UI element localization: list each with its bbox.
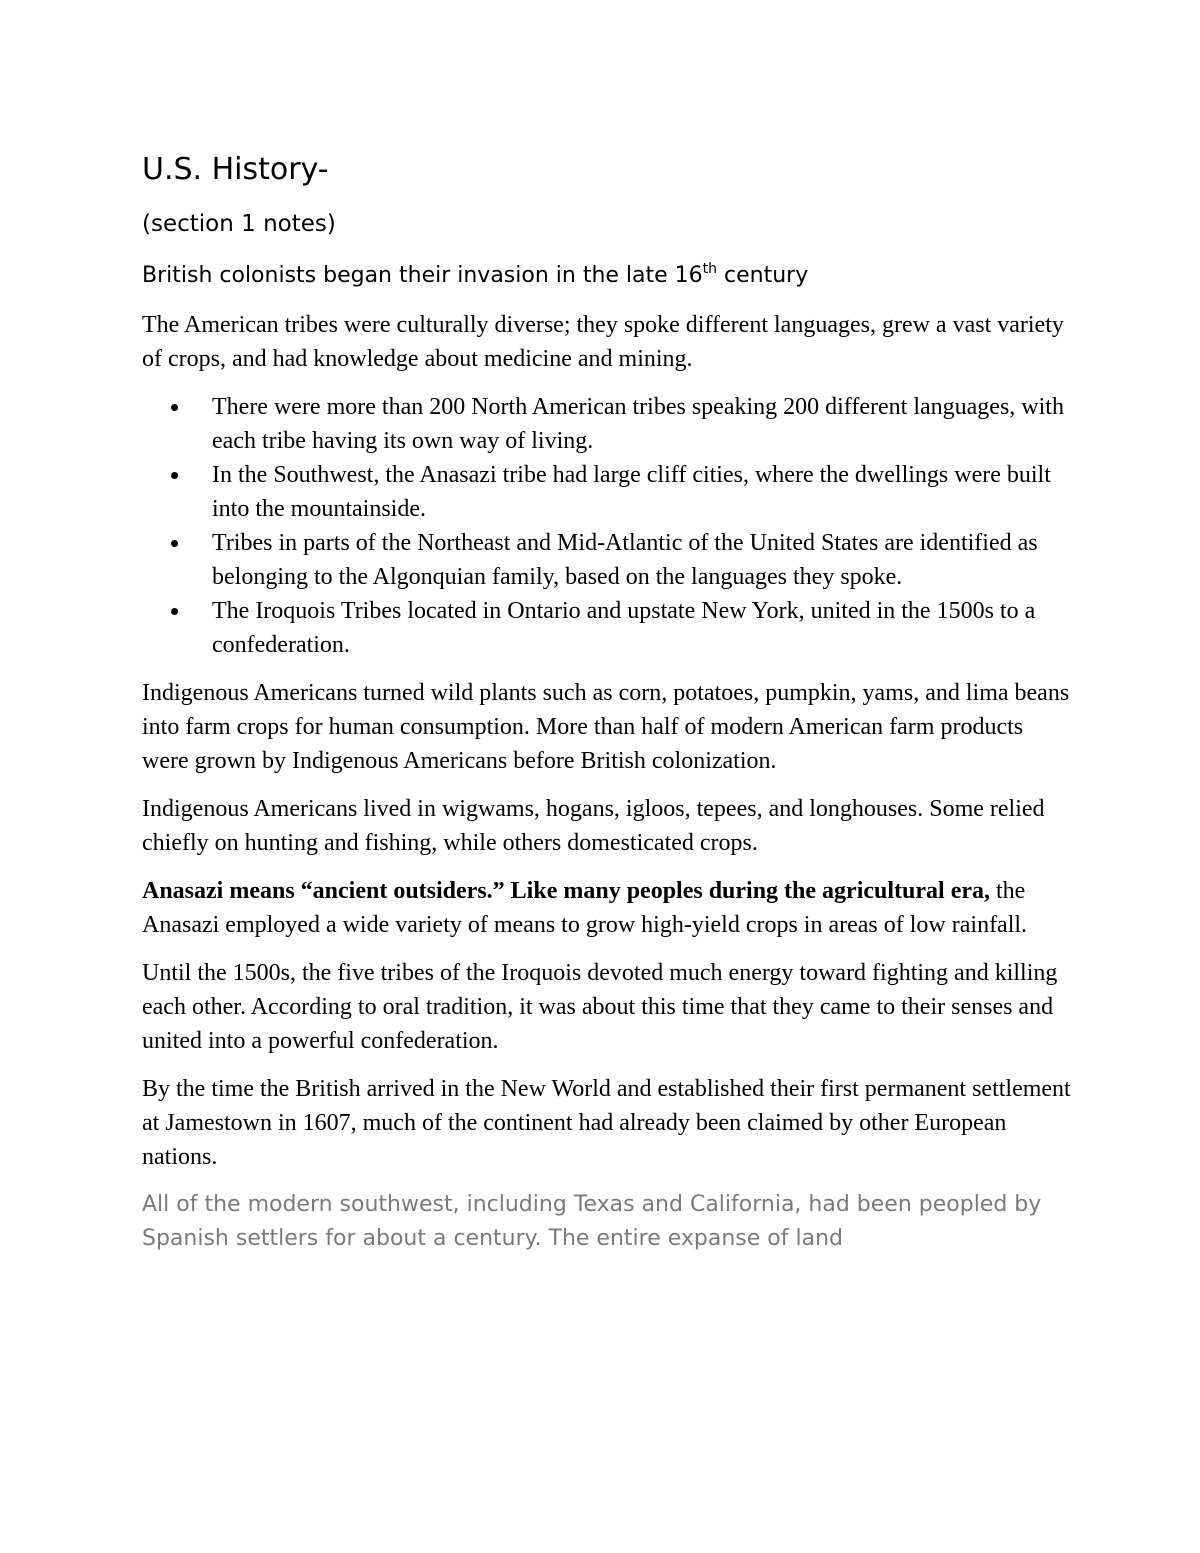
bullet-icon — [171, 404, 178, 411]
list-item — [212, 526, 1072, 594]
list-item — [212, 458, 1072, 526]
tribes-bullet-list — [142, 390, 1072, 662]
crops-paragraph: Indigenous Americans turned wild plants such as corn, potatoes, pumpkin, yams, and lima beans into farm crops for human consumption. More than half of modern American farm products were grown by Indigenous Americans before British colonization. — [142, 680, 1070, 774]
document-subtitle: (section 1 notes) — [142, 211, 336, 237]
bullet-icon — [171, 540, 178, 547]
section-heading-text: British colonists began their invasion in the late 16 — [142, 263, 703, 288]
dwellings-paragraph: Indigenous Americans lived in wigwams, hogans, igloos, tepees, and longhouses. Some relied chiefly on hunting and fishing, while others domesticated crops. — [142, 796, 1045, 856]
anasazi-lead-text: Anasazi means “ancient outsiders.” Like many peoples during the agricultural era, — [142, 878, 991, 904]
list-item-text: The Iroquois Tribes located in Ontario and upstate New York, united in the 1500s to a confederation. — [212, 598, 1036, 658]
bullet-icon — [171, 608, 178, 615]
iroquois-paragraph: Until the 1500s, the five tribes of the Iroquois devoted much energy toward fighting and killing each other. According to oral tradition, it was about this time that they came to their senses and united into a powerful confederation. — [142, 960, 1058, 1054]
southwest-paragraph: All of the modern southwest, including Texas and California, had been peopled by Spanish settlers for about a century. The entire expanse of land — [142, 1192, 1042, 1251]
list-item-text: There were more than 200 North American tribes speaking 200 different languages, with each tribe having its own way of living. — [212, 394, 1064, 454]
section-heading — [142, 260, 1072, 292]
section-heading-suffix: century — [717, 263, 809, 288]
list-item — [212, 594, 1072, 662]
list-item — [212, 390, 1072, 458]
anasazi-rest-text: the Anasazi employed a wide variety of means to grow high-yield crops in areas of low rainfall. — [142, 878, 1028, 938]
anasazi-paragraph — [142, 874, 1072, 942]
jamestown-paragraph: By the time the British arrived in the New World and established their first permanent settlement at Jamestown in 1607, much of the continent had already been claimed by other European nations. — [142, 1076, 1071, 1170]
intro-paragraph: The American tribes were culturally diverse; they spoke different languages, grew a vast variety of crops, and had knowledge about medicine and mining. — [142, 312, 1064, 372]
list-item-text: Tribes in parts of the Northeast and Mid-Atlantic of the United States are identified as belonging to the Algonquian family, based on the languages they spoke. — [212, 530, 1038, 590]
bullet-icon — [171, 472, 178, 479]
section-heading-superscript: th — [702, 261, 718, 277]
document-body — [142, 150, 1072, 1256]
document-title: U.S. History- — [142, 152, 329, 187]
list-item-text: In the Southwest, the Anasazi tribe had large cliff cities, where the dwellings were built into the mountainside. — [212, 462, 1051, 522]
